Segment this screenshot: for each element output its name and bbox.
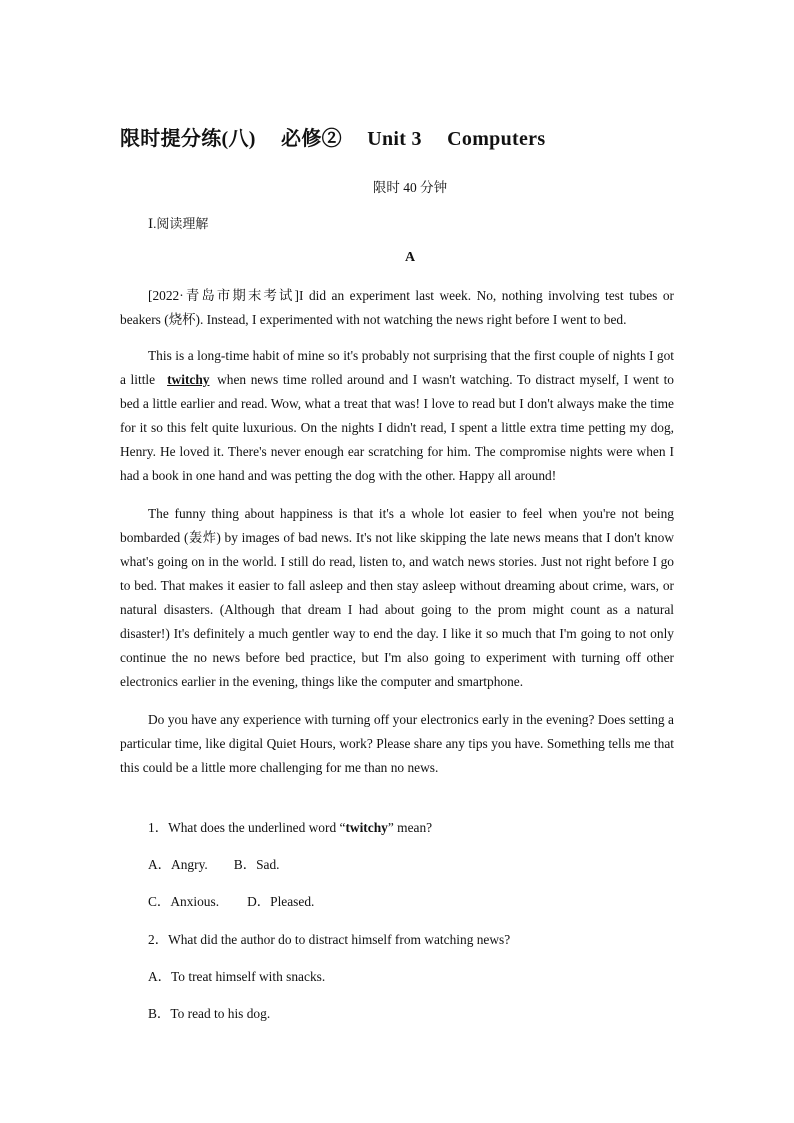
question-1-keyword: twitchy: [345, 820, 388, 835]
paragraph-4: Do you have any experience with turning off your electronics early in the evening? Does setting a particular time, like digital Quiet Hours, work? Please share any tips you have. Something tells me that this could be a little more challenging for me than no news.: [120, 712, 674, 775]
question-1-options-row2: [148, 890, 510, 927]
question-list: [148, 816, 510, 1039]
paragraph-3: The funny thing about happiness is that it's a whole lot easier to feel when you're not being bombarded (轰炸) by images of bad news. It's not like skipping the late news means that I don't know what's going on in the world. I still do read, listen to, and watch news stories. Just not right before I go to bed. That makes it easier to fall asleep and then stay asleep without dreaming about crime, wars, or natural disasters. (Although that dream I had about going to the prom might count as a natural disaster!) It's definitely a much gentler way to end the day. I like it so much that I'm going to not only continue the no news before bed practice, but I'm also going to experiment with turning off other electronics earlier in the evening, things like the computer and smartphone.: [120, 506, 674, 689]
passage-label: A: [404, 250, 416, 265]
paragraph-2-start: This is a long-time habit of mine so it's probably not surprising that the first couple of nights I got a little: [120, 348, 674, 387]
passage-body: [120, 284, 674, 794]
option-b: B．Sad.: [233, 857, 280, 873]
section-heading: Ⅰ.阅读理解: [148, 216, 209, 231]
title-topic: Computers: [447, 128, 546, 150]
title-unit: Unit 3: [367, 128, 422, 150]
paragraph-2-end: when news time rolled around and I wasn't watching. To distract myself, I went to bed a little earlier and read. Wow, what a treat that was! I love to read but I don't always make the time for it so this felt quite luxurious. On the nights I didn't read, I spent a little extra time petting my dog, Henry. He loved it. There's never enough ear scratching for him. The compromise nights were when I had a book in one hand and was petting the dog with the other. Happy all around!: [120, 372, 674, 483]
paragraph-1: [2022·青岛市期末考试]I did an experiment last week. No, nothing involving test tubes or beakers (烧杯). Instead, I experimented with not watching the news right before I went to bed.: [120, 288, 674, 327]
question-2-option-a: A．To treat himself with snacks.: [148, 968, 326, 984]
question-1-stem: 1．What does the underlined word “twitchy” mean?: [148, 820, 433, 835]
page-title: [120, 122, 565, 151]
option-d: D．Pleased.: [247, 894, 315, 910]
question-2-stem: 2．What did the author do to distract himself from watching news?: [148, 931, 511, 947]
underlined-word: twitchy: [167, 372, 210, 387]
title-cn: 限时提分练(八): [120, 128, 256, 150]
option-a: A．Angry.: [148, 857, 208, 873]
paragraph-2: [120, 344, 674, 488]
title-book: 必修②: [281, 128, 342, 150]
question-1-options-row1: [148, 853, 510, 890]
question-2-option-b: B．To read to his dog.: [148, 1005, 271, 1021]
time-limit: 限时 40 分钟: [372, 180, 448, 195]
option-c: C．Anxious.: [148, 894, 220, 910]
